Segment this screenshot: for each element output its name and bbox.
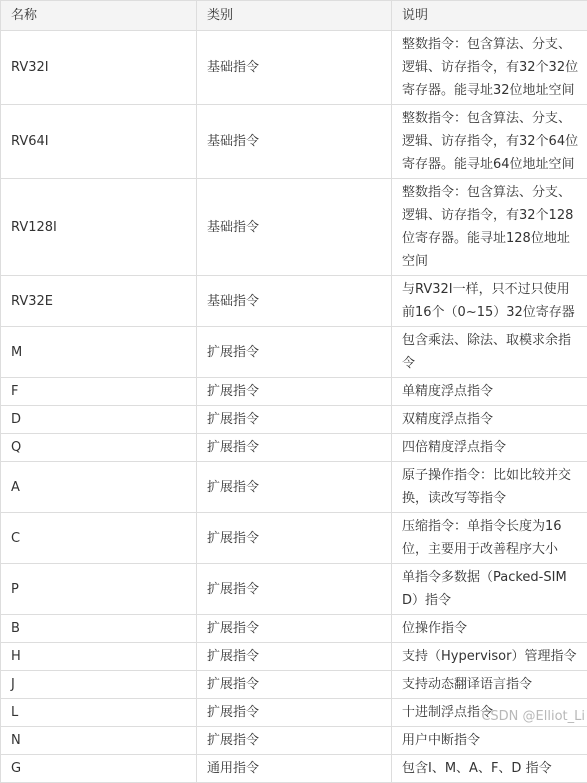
cell-category: 基础指令 bbox=[197, 105, 392, 179]
header-name: 名称 bbox=[1, 1, 197, 31]
cell-name: P bbox=[1, 564, 197, 615]
table-row bbox=[1, 727, 587, 755]
cell-description: 支持动态翻译语言指令 bbox=[392, 671, 587, 699]
cell-category: 扩展指令 bbox=[197, 615, 392, 643]
cell-description: 原子操作指令：比如比较并交换，读改写等指令 bbox=[392, 462, 587, 513]
table-row bbox=[1, 406, 587, 434]
table-row bbox=[1, 276, 587, 327]
table-row bbox=[1, 105, 587, 179]
cell-name: N bbox=[1, 727, 197, 755]
cell-category: 扩展指令 bbox=[197, 699, 392, 727]
table-row bbox=[1, 462, 587, 513]
cell-category: 基础指令 bbox=[197, 179, 392, 276]
cell-category: 扩展指令 bbox=[197, 406, 392, 434]
cell-category: 扩展指令 bbox=[197, 564, 392, 615]
cell-category: 扩展指令 bbox=[197, 727, 392, 755]
table-row bbox=[1, 671, 587, 699]
table-row bbox=[1, 643, 587, 671]
cell-name: Q bbox=[1, 434, 197, 462]
cell-category: 基础指令 bbox=[197, 31, 392, 105]
table-row bbox=[1, 179, 587, 276]
cell-description: 十进制浮点指令 bbox=[392, 699, 587, 727]
cell-name: B bbox=[1, 615, 197, 643]
cell-name: A bbox=[1, 462, 197, 513]
cell-description: 单指令多数据（Packed-SIMD）指令 bbox=[392, 564, 587, 615]
cell-category: 扩展指令 bbox=[197, 643, 392, 671]
cell-description: 单精度浮点指令 bbox=[392, 378, 587, 406]
cell-name: D bbox=[1, 406, 197, 434]
cell-name: F bbox=[1, 378, 197, 406]
table-row bbox=[1, 31, 587, 105]
cell-name: J bbox=[1, 671, 197, 699]
cell-description: 包含I、M、A、F、D 指令 bbox=[392, 755, 587, 783]
cell-description: 整数指令：包含算法、分支、逻辑、访存指令，有32个128位寄存器。能寻址128位地址空间 bbox=[392, 179, 587, 276]
cell-description: 整数指令：包含算法、分支、逻辑、访存指令，有32个64位寄存器。能寻址64位地址空间 bbox=[392, 105, 587, 179]
table-row bbox=[1, 564, 587, 615]
cell-category: 扩展指令 bbox=[197, 327, 392, 378]
cell-name: M bbox=[1, 327, 197, 378]
cell-description: 包含乘法、除法、取模求余指令 bbox=[392, 327, 587, 378]
watermark: CSDN @Elliot_Li bbox=[481, 709, 585, 724]
table-row bbox=[1, 434, 587, 462]
header-row bbox=[1, 1, 587, 31]
cell-category: 通用指令 bbox=[197, 755, 392, 783]
table-row bbox=[1, 378, 587, 406]
cell-name: H bbox=[1, 643, 197, 671]
cell-category: 基础指令 bbox=[197, 276, 392, 327]
cell-category: 扩展指令 bbox=[197, 434, 392, 462]
cell-name: C bbox=[1, 513, 197, 564]
cell-description: 双精度浮点指令 bbox=[392, 406, 587, 434]
cell-description: 四倍精度浮点指令 bbox=[392, 434, 587, 462]
table-header bbox=[1, 1, 587, 31]
table-row bbox=[1, 755, 587, 783]
table-row bbox=[1, 699, 587, 727]
cell-name: RV32I bbox=[1, 31, 197, 105]
cell-name: RV32E bbox=[1, 276, 197, 327]
cell-category: 扩展指令 bbox=[197, 462, 392, 513]
table-row bbox=[1, 513, 587, 564]
cell-category: 扩展指令 bbox=[197, 513, 392, 564]
cell-description: 位操作指令 bbox=[392, 615, 587, 643]
cell-description: 用户中断指令 bbox=[392, 727, 587, 755]
table-row bbox=[1, 327, 587, 378]
cell-description: 整数指令：包含算法、分支、逻辑、访存指令，有32个32位寄存器。能寻址32位地址空间 bbox=[392, 31, 587, 105]
header-description: 说明 bbox=[392, 1, 587, 31]
cell-name: RV64I bbox=[1, 105, 197, 179]
cell-description: 支持（Hypervisor）管理指令 bbox=[392, 643, 587, 671]
table-body bbox=[1, 31, 587, 783]
cell-name: RV128I bbox=[1, 179, 197, 276]
cell-description: 与RV32I一样，只不过只使用前16个（0~15）32位寄存器 bbox=[392, 276, 587, 327]
header-category: 类别 bbox=[197, 1, 392, 31]
cell-name: L bbox=[1, 699, 197, 727]
cell-category: 扩展指令 bbox=[197, 671, 392, 699]
table-row bbox=[1, 615, 587, 643]
cell-description: 压缩指令：单指令长度为16位，主要用于改善程序大小 bbox=[392, 513, 587, 564]
cell-category: 扩展指令 bbox=[197, 378, 392, 406]
cell-name: G bbox=[1, 755, 197, 783]
